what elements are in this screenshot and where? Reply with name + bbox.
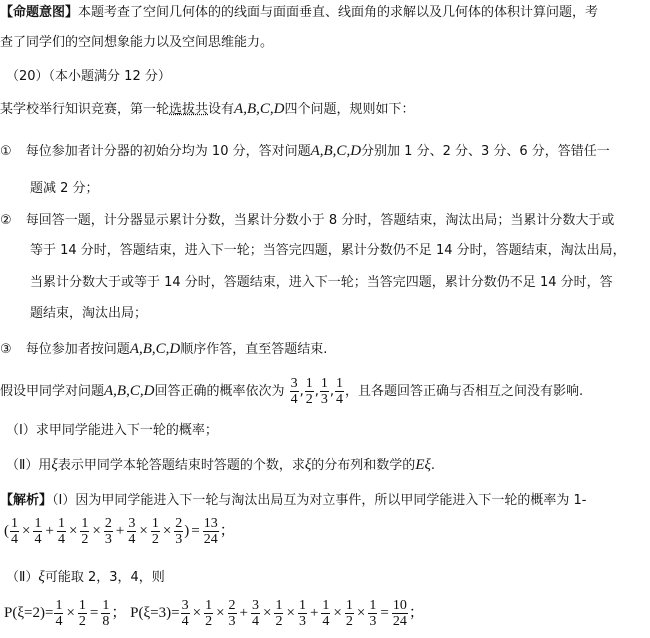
- assumption-line: 假设甲同学对问题A,B,C,D回答正确的概率依次为 $\frac{3}{4}$ , $\frac{1}{2}$ , $\frac{1}{3}$ , $\frac{1}{4}$ ，且各题回答正确与否相互之间没有影响.: [0, 376, 584, 407]
- p2-label: P(ξ=2)=: [4, 604, 54, 621]
- rule-3-vars: A,B,C,D: [129, 341, 181, 357]
- intro-line-2: [0, 34, 273, 52]
- rule-3-line: [0, 340, 327, 359]
- rule-3-text-a: 每位参加者按问题: [25, 342, 130, 357]
- prob-frac-a: $\frac{3}{4}$: [290, 376, 298, 407]
- rule-1-text-b: 分别加 1 分、2 分、3 分、6 分，答错任一: [361, 144, 610, 159]
- prob-frac-d: $\frac{1}{4}$: [336, 376, 344, 407]
- rule-1-line-1: [0, 142, 610, 161]
- rule-2-text-1: 每回答一题，计分器显示累计分数，当累计分数小于 8 分时，答题结束，淘汰出局；当累计分数大于或: [25, 213, 615, 228]
- stem-text-a: 某学校举行知识竞赛，第一轮: [0, 102, 170, 117]
- rule-2-line-4: 题结束，淘汰出局；: [30, 306, 148, 321]
- prob-frac-c: $\frac{1}{3}$: [320, 376, 328, 407]
- question-2: [6, 456, 435, 475]
- stem-vars: A,B,C,D: [234, 101, 285, 117]
- q2-text-d: .: [430, 458, 436, 473]
- rule-2-line-1: [0, 212, 614, 230]
- stem-underlined: 选拔共: [169, 102, 209, 117]
- q2-text-c: 的分布列和数学的: [311, 458, 416, 473]
- rule-1-vars: A,B,C,D: [310, 143, 362, 159]
- solution-tag: 【解析】: [0, 493, 53, 508]
- solution-formula-2: P(ξ=2)= $\frac{1}{4}$ × $\frac{1}{2}$ = $\frac{1}{8}$ ； P(ξ=3)= $\frac{3}{4}$ × $\frac{1}{2}$ × $\frac{2}{3}$ + $\frac{3}{4}$ × $\frac{1}{2}$ × $\frac{1}{3}$ + $\frac{1}{4}$ × $\frac{1}{2}$ × $\frac{1}{3}$ = $\frac{10}{24}$ ；: [4, 598, 424, 629]
- rule-2-mark: ②: [0, 213, 12, 228]
- solution-line-2: （Ⅱ）ξ可能取 2，3，4，则: [6, 569, 165, 585]
- rule-1-mark: ①: [0, 144, 12, 159]
- rule-3-mark: ③: [0, 342, 12, 357]
- stem-text-b: 设有: [208, 102, 235, 117]
- q2-xi-2: ξ: [304, 457, 312, 473]
- question-1: （Ⅰ）求甲同学能进入下一轮的概率；: [6, 423, 218, 438]
- rule-1-text-a: 每位参加者计分器的初始分均为 10 分，答对问题: [25, 144, 311, 159]
- intro-text-2: 查了同学们的空间想象能力以及空间思维能力。: [0, 35, 274, 50]
- q2-expectation: Eξ: [415, 457, 431, 473]
- p3-label: P(ξ=3)=: [130, 604, 180, 621]
- q2-text-b: 表示甲同学本轮答题结束时答题的个数，求: [57, 458, 305, 473]
- assume-text-c: ，且各题回答正确与否相互之间没有影响.: [345, 384, 584, 399]
- stem-text-c: 四个问题，规则如下：: [284, 102, 415, 117]
- q2-xi: ξ: [51, 457, 58, 473]
- rule-1-line-2: 题减 2 分；: [30, 181, 99, 196]
- assume-text-a: 假设甲同学对问题: [0, 384, 105, 399]
- assume-vars: A,B,C,D: [104, 383, 155, 399]
- prob-frac-b: $\frac{1}{2}$: [305, 376, 313, 407]
- solution-line-1: [0, 492, 586, 510]
- rule-2-line-2: 等于 14 分时，答题结束，进入下一轮；当答完四题，累计分数仍不足 14 分时，答题结束，淘汰出局，: [30, 243, 626, 258]
- rule-3-text-b: 顺序作答，直至答题结束.: [180, 342, 328, 357]
- solution-text-1: （Ⅰ）因为甲同学能进入下一轮与淘汰出局互为对立事件，所以甲同学能进入下一轮的概率为 1-: [52, 493, 587, 508]
- problem-number: （20）（本小题满分 12 分）: [6, 69, 171, 84]
- problem-stem: [0, 100, 414, 119]
- intro-tag: 【命题意图】: [0, 5, 79, 20]
- rule-2-line-3: 当累计分数大于或等于 14 分时，答题结束，进入下一轮；当答完四题，累计分数仍不足 14 分时，答: [30, 275, 613, 290]
- intro-line-1: [0, 4, 598, 22]
- intro-text-1: 本题考查了空间几何体的的线面与面面垂直、线面角的求解以及几何体的体积计算问题，考: [78, 5, 599, 20]
- q2-text-a: （Ⅱ）用: [6, 458, 52, 473]
- assume-text-b: 回答正确的概率依次为: [154, 384, 285, 399]
- solution-formula-1: ( $\frac{1}{4}$ × $\frac{1}{4}$ + $\frac{1}{4}$ × $\frac{1}{2}$ × $\frac{2}{3}$ + $\frac{3}{4}$ × $\frac{1}{2}$ × $\frac{2}{3}$ ) = $\frac{13}{24}$ ；: [4, 516, 235, 547]
